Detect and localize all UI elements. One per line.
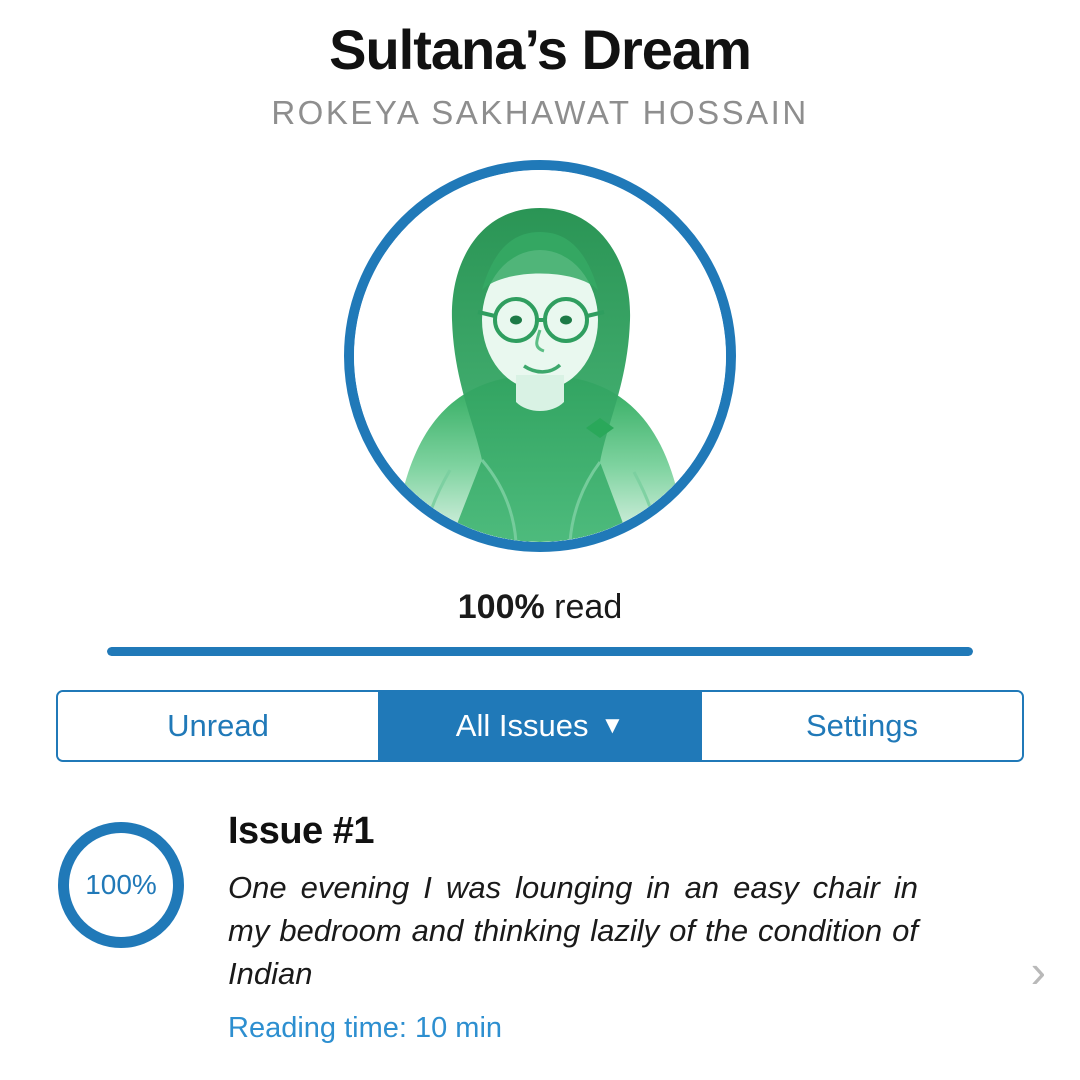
view-tabs[interactable] — [56, 690, 1024, 762]
issue-body — [228, 810, 918, 1044]
chevron-right-icon[interactable]: › — [1030, 945, 1046, 998]
issue-progress-label: 100% — [85, 869, 157, 901]
portrait-image — [354, 170, 726, 542]
page-title: Sultana’s Dream — [329, 18, 751, 81]
author-name: ROKEYA SAKHAWAT HOSSAIN — [271, 94, 809, 132]
read-progress-label — [0, 588, 1080, 627]
issue-reading-time: Reading time: 10 min — [228, 1011, 503, 1044]
portrait-illustration — [354, 170, 726, 542]
author-portrait — [344, 160, 736, 552]
chevron-down-icon: ▼ — [600, 712, 625, 740]
tab-all-issues[interactable] — [380, 692, 702, 760]
issue-title: Issue #1 — [228, 810, 374, 853]
issue-progress-ring — [58, 822, 184, 948]
tab-unread[interactable] — [58, 692, 380, 760]
tab-settings[interactable] — [702, 692, 1022, 760]
issue-excerpt: One evening I was lounging in an easy chair in my bedroom and thinking lazily of the condition of Indian — [228, 870, 918, 991]
tab-all-issues-label: All Issues — [455, 708, 589, 744]
tab-settings-label: Settings — [805, 708, 918, 744]
read-percent: 100% — [457, 588, 545, 627]
app-screen — [0, 18, 1080, 1080]
tab-unread-label: Unread — [167, 708, 269, 744]
progress-bar-fill — [107, 647, 973, 656]
read-word: read — [554, 588, 623, 627]
progress-bar — [107, 647, 973, 656]
list-item[interactable] — [0, 810, 1080, 1044]
